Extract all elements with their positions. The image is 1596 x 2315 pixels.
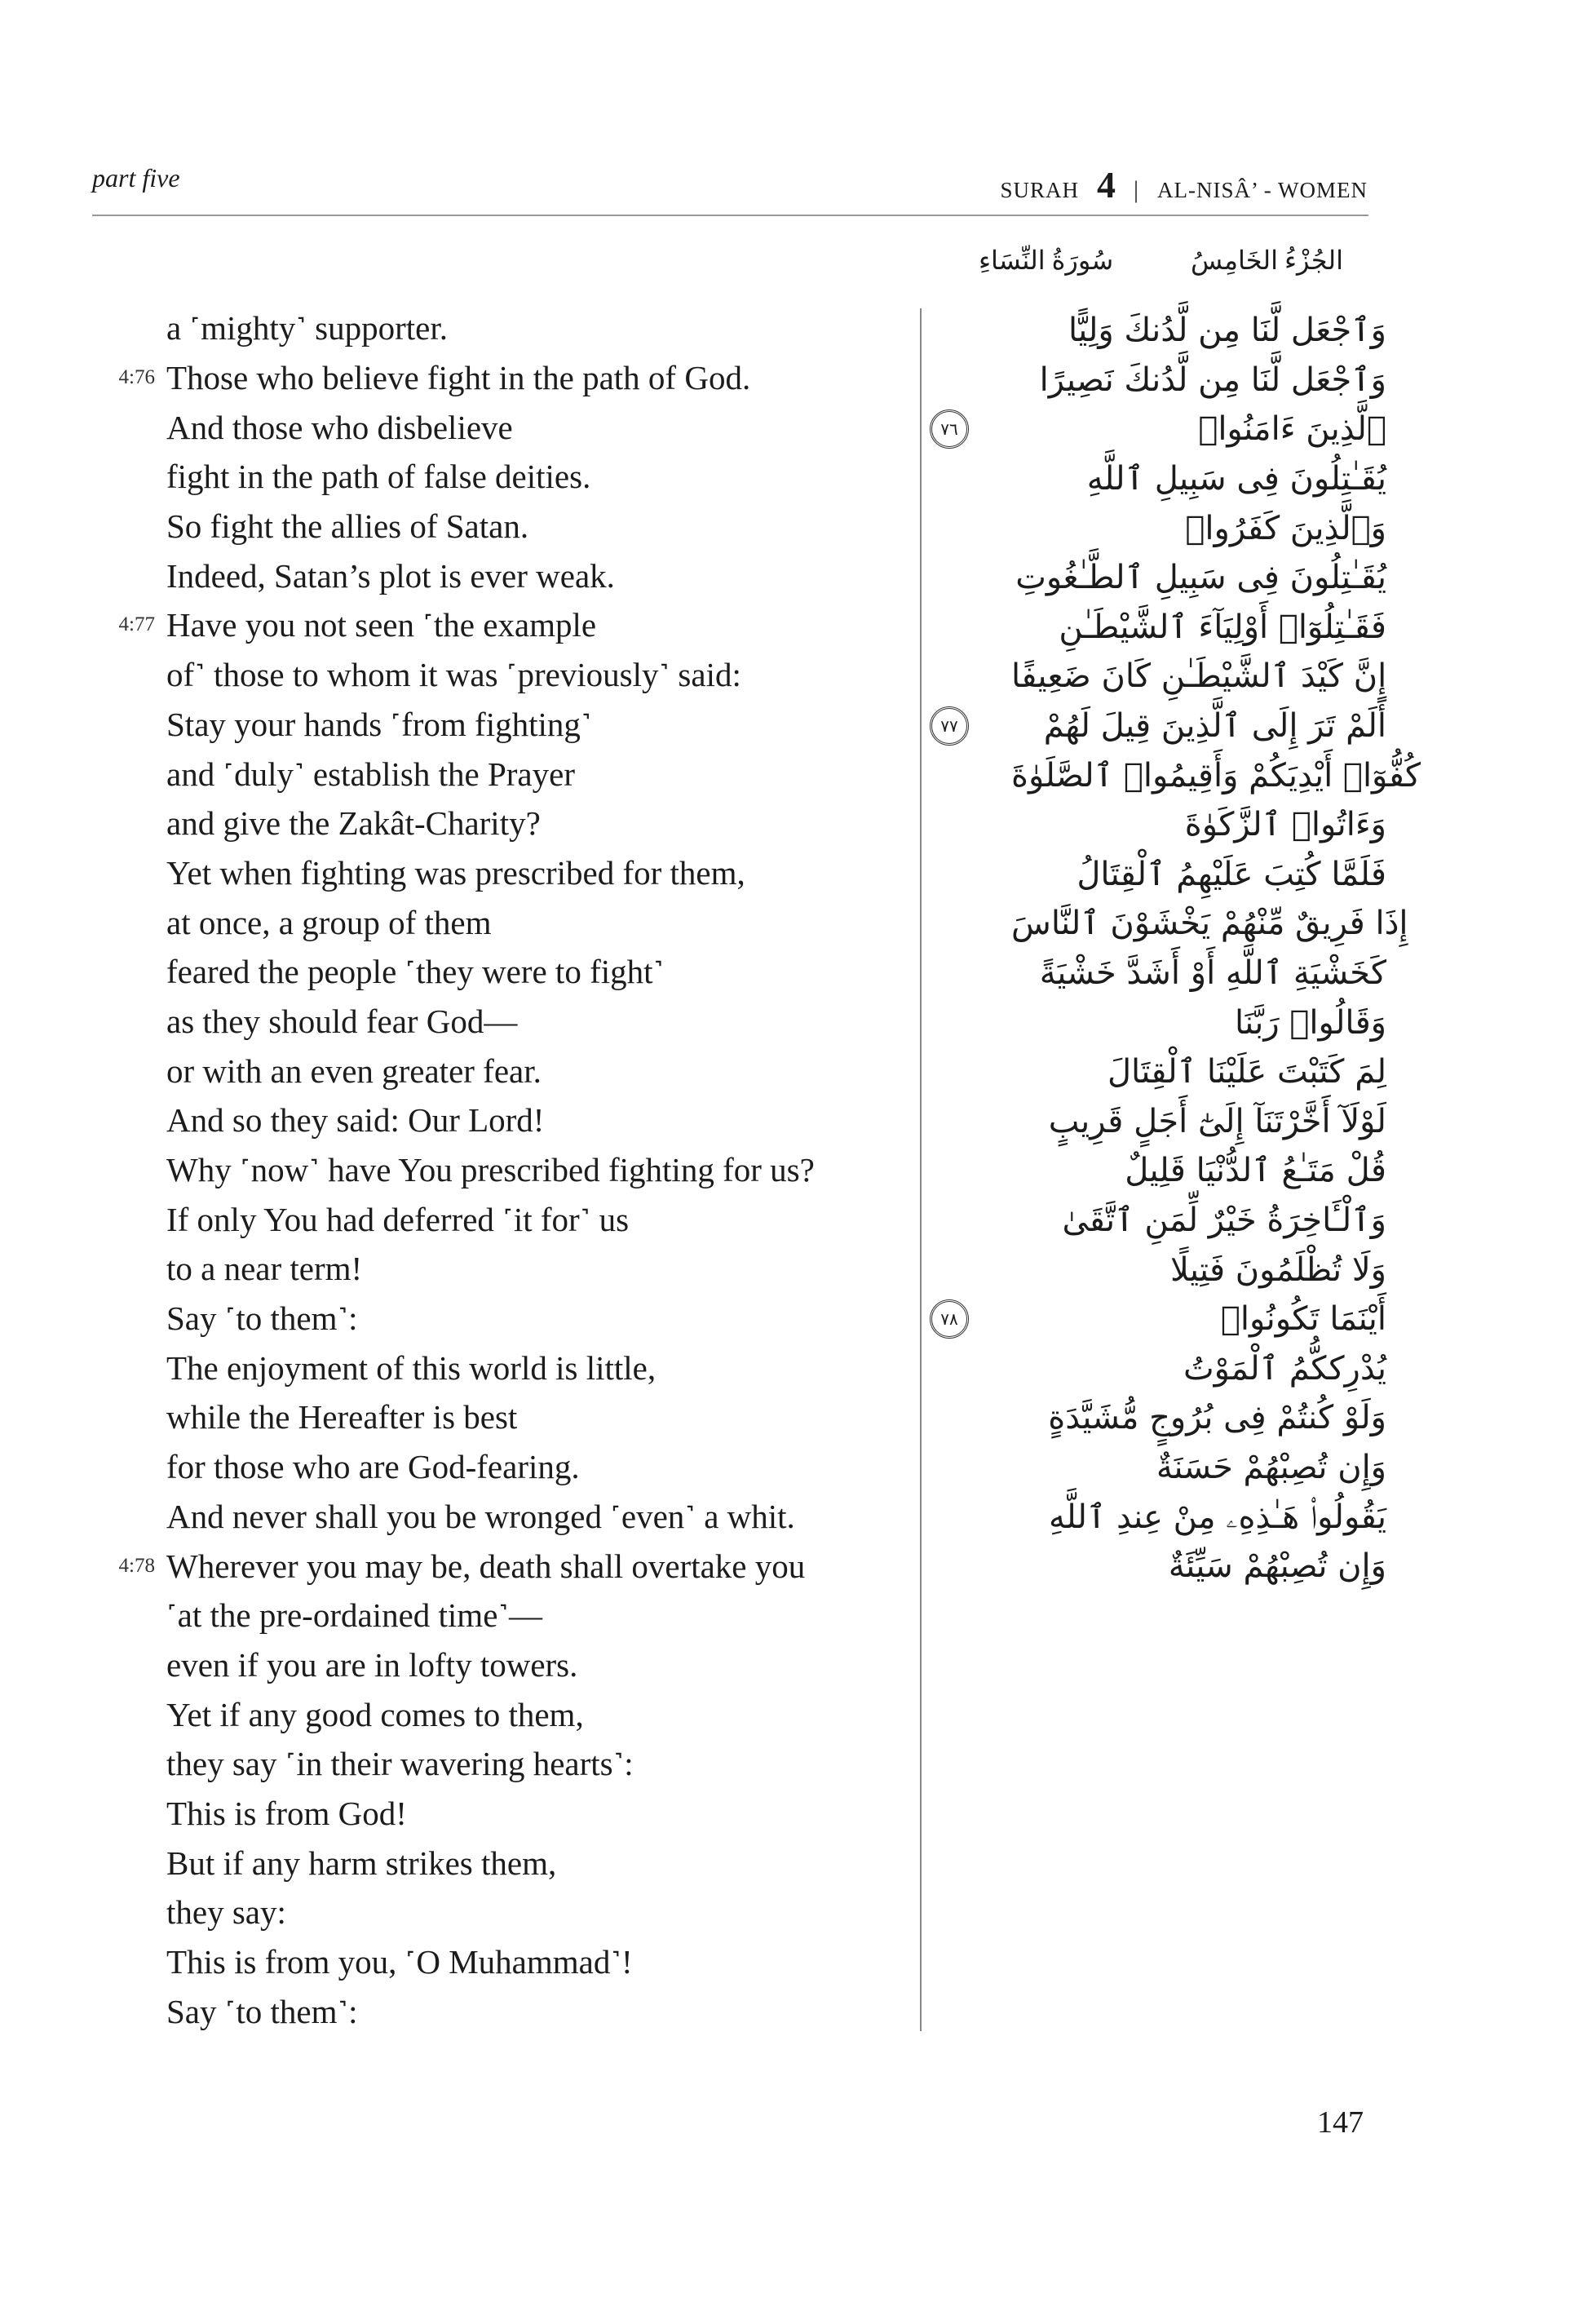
translation-text: Those who believe fight in the path of God.	[166, 359, 751, 397]
translation-line	[41, 1689, 905, 1739]
translation-line	[41, 402, 905, 452]
arabic-verse-text: وَلَا تُظْلَمُونَ فَتِيلًا	[1169, 1250, 1386, 1289]
translation-text: If only You had deferred ˹it for˺ us	[166, 1200, 630, 1238]
verse-marker-icon: ٧٦	[930, 409, 969, 449]
arabic-line	[930, 306, 1386, 356]
arabic-verse-text: فَقَـٰتِلُوٓا۟ أَوْلِيَآءَ ٱلشَّيْطَـٰنِ	[1059, 608, 1386, 646]
translation-text: Why ˹now˺ have You prescribed fighting for us?	[166, 1151, 815, 1189]
translation-text: they say:	[166, 1893, 286, 1932]
translation-text: And those who disbelieve	[166, 408, 513, 446]
translation-line	[41, 1392, 905, 1442]
header-separator: |	[1134, 176, 1140, 203]
arabic-text	[930, 306, 1421, 1591]
surah-label: SURAH	[1000, 178, 1080, 202]
translation-text: Stay your hands ˹from fighting˺	[166, 705, 592, 743]
translation-line	[41, 551, 905, 600]
translation-line	[41, 1986, 905, 2036]
column-divider	[920, 308, 922, 2031]
translation-text: they say ˹in their wavering hearts˺:	[166, 1745, 634, 1783]
translation-text: to a near term!	[166, 1250, 363, 1288]
arabic-verse-text: إِذَا فَرِيقٌ مِّنْهُمْ يَخْشَوْنَ ٱلنَّاسَ	[1011, 905, 1408, 943]
verse-number: 4:77	[118, 613, 155, 636]
translation-line	[41, 848, 905, 898]
translation-line	[41, 1343, 905, 1392]
translation-text: And so they said: Our Lord!	[166, 1101, 545, 1140]
translation-line	[41, 1096, 905, 1145]
translation-line	[41, 1244, 905, 1294]
surah-heading	[1000, 163, 1368, 206]
arabic-verse-text: لِمَ كَتَبْتَ عَلَيْنَا ٱلْقِتَالَ	[1107, 1053, 1386, 1091]
translation-line	[41, 1194, 905, 1244]
arabic-line	[930, 454, 1386, 504]
translation-line	[41, 452, 905, 502]
arabic-line	[930, 1343, 1386, 1393]
arabic-line	[930, 603, 1386, 653]
surah-number: 4	[1097, 164, 1116, 206]
arabic-line	[930, 1146, 1386, 1196]
translation-text: and ˹duly˺ establish the Prayer	[166, 755, 575, 793]
translation-text: a ˹mighty˺ supporter.	[166, 309, 449, 347]
translation-text: as they should fear God—	[166, 1002, 518, 1040]
arabic-line	[930, 1295, 1386, 1344]
arabic-verse-text: ٱلَّذِينَ ءَامَنُوا۟	[1198, 410, 1386, 449]
arabic-line	[930, 1542, 1386, 1591]
arabic-verse-text: وَإِن تُصِبْهُمْ حَسَنَةٌ	[1156, 1448, 1386, 1486]
arabic-line	[930, 1492, 1386, 1542]
arabic-line	[930, 553, 1386, 603]
english-translation	[41, 303, 905, 2036]
arabic-juz-title: الجُزْءُ الخَامِسُ	[1191, 246, 1343, 275]
translation-text: ˹at the pre-ordained time˺—	[166, 1596, 543, 1635]
translation-line	[41, 1145, 905, 1195]
translation-line	[41, 353, 905, 403]
arabic-verse-text: وَٱجْعَل لَّنَا مِن لَّدُنكَ وَلِيًّا	[1068, 312, 1386, 350]
translation-text: Yet if any good comes to them,	[166, 1695, 584, 1733]
arabic-line	[930, 702, 1386, 751]
arabic-verse-text: وَٱجْعَل لَّنَا مِن لَّدُنكَ نَصِيرًا	[1039, 361, 1386, 399]
arabic-line	[930, 503, 1386, 553]
arabic-verse-text: يُقَـٰتِلُونَ فِى سَبِيلِ ٱللَّهِ	[1086, 460, 1386, 498]
translation-line	[41, 897, 905, 947]
arabic-line	[930, 1196, 1386, 1246]
translation-text: This is from God!	[166, 1794, 407, 1832]
translation-line	[41, 1541, 905, 1591]
translation-line	[41, 600, 905, 650]
arabic-verse-text: كَخَشْيَةِ ٱللَّهِ أَوْ أَشَدَّ خَشْيَةً	[1039, 954, 1386, 993]
translation-line	[41, 997, 905, 1047]
translation-line	[41, 1046, 905, 1096]
part-label: part five	[92, 163, 180, 193]
arabic-verse-text: إِنَّ كَيْدَ ٱلشَّيْطَـٰنِ كَانَ ضَعِيفًا	[1011, 657, 1387, 696]
arabic-verse-text: أَيْنَمَا تَكُونُوا۟	[1220, 1300, 1386, 1339]
translation-text: So fight the allies of Satan.	[166, 507, 529, 546]
translation-line	[41, 1442, 905, 1492]
translation-text: Indeed, Satan’s plot is ever weak.	[166, 556, 615, 595]
translation-text: And never shall you be wronged ˹even˺ a whit.	[166, 1497, 795, 1535]
translation-line	[41, 1591, 905, 1640]
surah-name: AL-NISÂ’ - WOMEN	[1157, 178, 1368, 202]
translation-text: Have you not seen ˹the example	[166, 606, 597, 644]
translation-line	[41, 799, 905, 848]
translation-line	[41, 1789, 905, 1839]
arabic-line	[930, 1245, 1386, 1295]
translation-line	[41, 1838, 905, 1888]
translation-text: Say ˹to them˺:	[166, 1992, 358, 2030]
arabic-verse-text: يَقُولُوا۟ هَـٰذِهِۦ مِنْ عِندِ ٱللَّهِ	[1049, 1498, 1386, 1536]
arabic-verse-text: وَإِن تُصِبْهُمْ سَيِّئَةٌ	[1168, 1547, 1386, 1586]
arabic-line	[930, 1393, 1386, 1443]
verse-marker-icon: ٧٧	[930, 706, 969, 746]
arabic-verse-text: كُفُّوٓا۟ أَيْدِيَكُمْ وَأَقِيمُوا۟ ٱلصَّلَوٰةَ	[1011, 756, 1421, 795]
verse-number: 4:76	[118, 366, 155, 389]
arabic-verse-text: وَلَوْ كُنتُمْ فِى بُرُوجٍ مُّشَيَّدَةٍ	[1048, 1399, 1386, 1437]
translation-text: But if any harm strikes them,	[166, 1844, 557, 1882]
translation-text: Yet when fighting was prescribed for them,	[166, 853, 745, 892]
translation-line	[41, 1888, 905, 1937]
translation-line	[41, 700, 905, 750]
translation-line	[41, 947, 905, 997]
translation-line	[41, 749, 905, 799]
translation-line	[41, 650, 905, 700]
arabic-verse-text: وَٱلَّذِينَ كَفَرُوا۟	[1185, 509, 1386, 547]
arabic-line	[930, 949, 1386, 998]
translation-text: and give the Zakât-Charity?	[166, 804, 541, 843]
verse-marker-icon: ٧٨	[930, 1299, 969, 1339]
translation-text: or with an even greater fear.	[166, 1051, 542, 1090]
arabic-line	[930, 405, 1386, 454]
translation-text: Wherever you may be, death shall overtake you	[166, 1547, 806, 1585]
arabic-line	[930, 1443, 1386, 1493]
arabic-line	[930, 1047, 1386, 1097]
arabic-verse-text: يُقَـٰتِلُونَ فِى سَبِيلِ ٱلطَّـٰغُوتِ	[1015, 559, 1386, 597]
arabic-line	[930, 1097, 1386, 1147]
translation-line	[41, 303, 905, 353]
translation-text: of˺ those to whom it was ˹previously˺ said:	[166, 656, 741, 694]
translation-line	[41, 1937, 905, 1987]
translation-text: feared the people ˹they were to fight˺	[166, 953, 665, 991]
translation-line	[41, 1294, 905, 1343]
arabic-line	[930, 800, 1386, 850]
arabic-line	[930, 356, 1386, 405]
translation-text: This is from you, ˹O Muhammad˺!	[166, 1943, 633, 1981]
arabic-line	[930, 850, 1386, 900]
arabic-verse-text: وَءَاتُوا۟ ٱلزَّكَوٰةَ	[1184, 806, 1386, 844]
translation-text: while the Hereafter is best	[166, 1398, 518, 1436]
arabic-verse-text: أَلَمْ تَرَ إِلَى ٱلَّذِينَ قِيلَ لَهُمْ	[1043, 707, 1386, 746]
arabic-verse-text: فَلَمَّا كُتِبَ عَلَيْهِمُ ٱلْقِتَالُ	[1077, 855, 1386, 893]
arabic-verse-text: لَوْلَآ أَخَّرْتَنَآ إِلَىٰٓ أَجَلٍ قَرِيبٍ	[1048, 1102, 1386, 1140]
arabic-verse-text: وَقَالُوا۟ رَبَّنَا	[1234, 1003, 1386, 1042]
header-rule	[92, 215, 1368, 216]
translation-text: for those who are God-fearing.	[166, 1448, 580, 1486]
translation-text: even if you are in lofty towers.	[166, 1645, 578, 1684]
verse-number: 4:78	[118, 1554, 155, 1577]
arabic-line	[930, 750, 1421, 800]
translation-text: fight in the path of false deities.	[166, 458, 591, 496]
arabic-verse-text: يُدْرِككُّمُ ٱلْمَوْتُ	[1183, 1349, 1386, 1388]
arabic-line	[930, 899, 1408, 949]
arabic-verse-text: وَٱلْـَٔاخِرَةُ خَيْرٌ لِّمَنِ ٱتَّقَىٰ	[1062, 1201, 1386, 1239]
translation-text: at once, a group of them	[166, 903, 492, 941]
arabic-line	[930, 652, 1386, 702]
page-number: 147	[1317, 2105, 1364, 2140]
arabic-surah-title: سُورَةُ النِّسَاءِ	[979, 246, 1114, 275]
arabic-line	[930, 998, 1386, 1047]
arabic-verse-text: قُلْ مَتَـٰعُ ٱلدُّنْيَا قَلِيلٌ	[1125, 1152, 1386, 1190]
translation-line	[41, 1492, 905, 1542]
translation-text: Say ˹to them˺:	[166, 1299, 358, 1338]
translation-line	[41, 1640, 905, 1690]
translation-line	[41, 1739, 905, 1789]
translation-line	[41, 502, 905, 551]
translation-text: The enjoyment of this world is little,	[166, 1348, 657, 1387]
